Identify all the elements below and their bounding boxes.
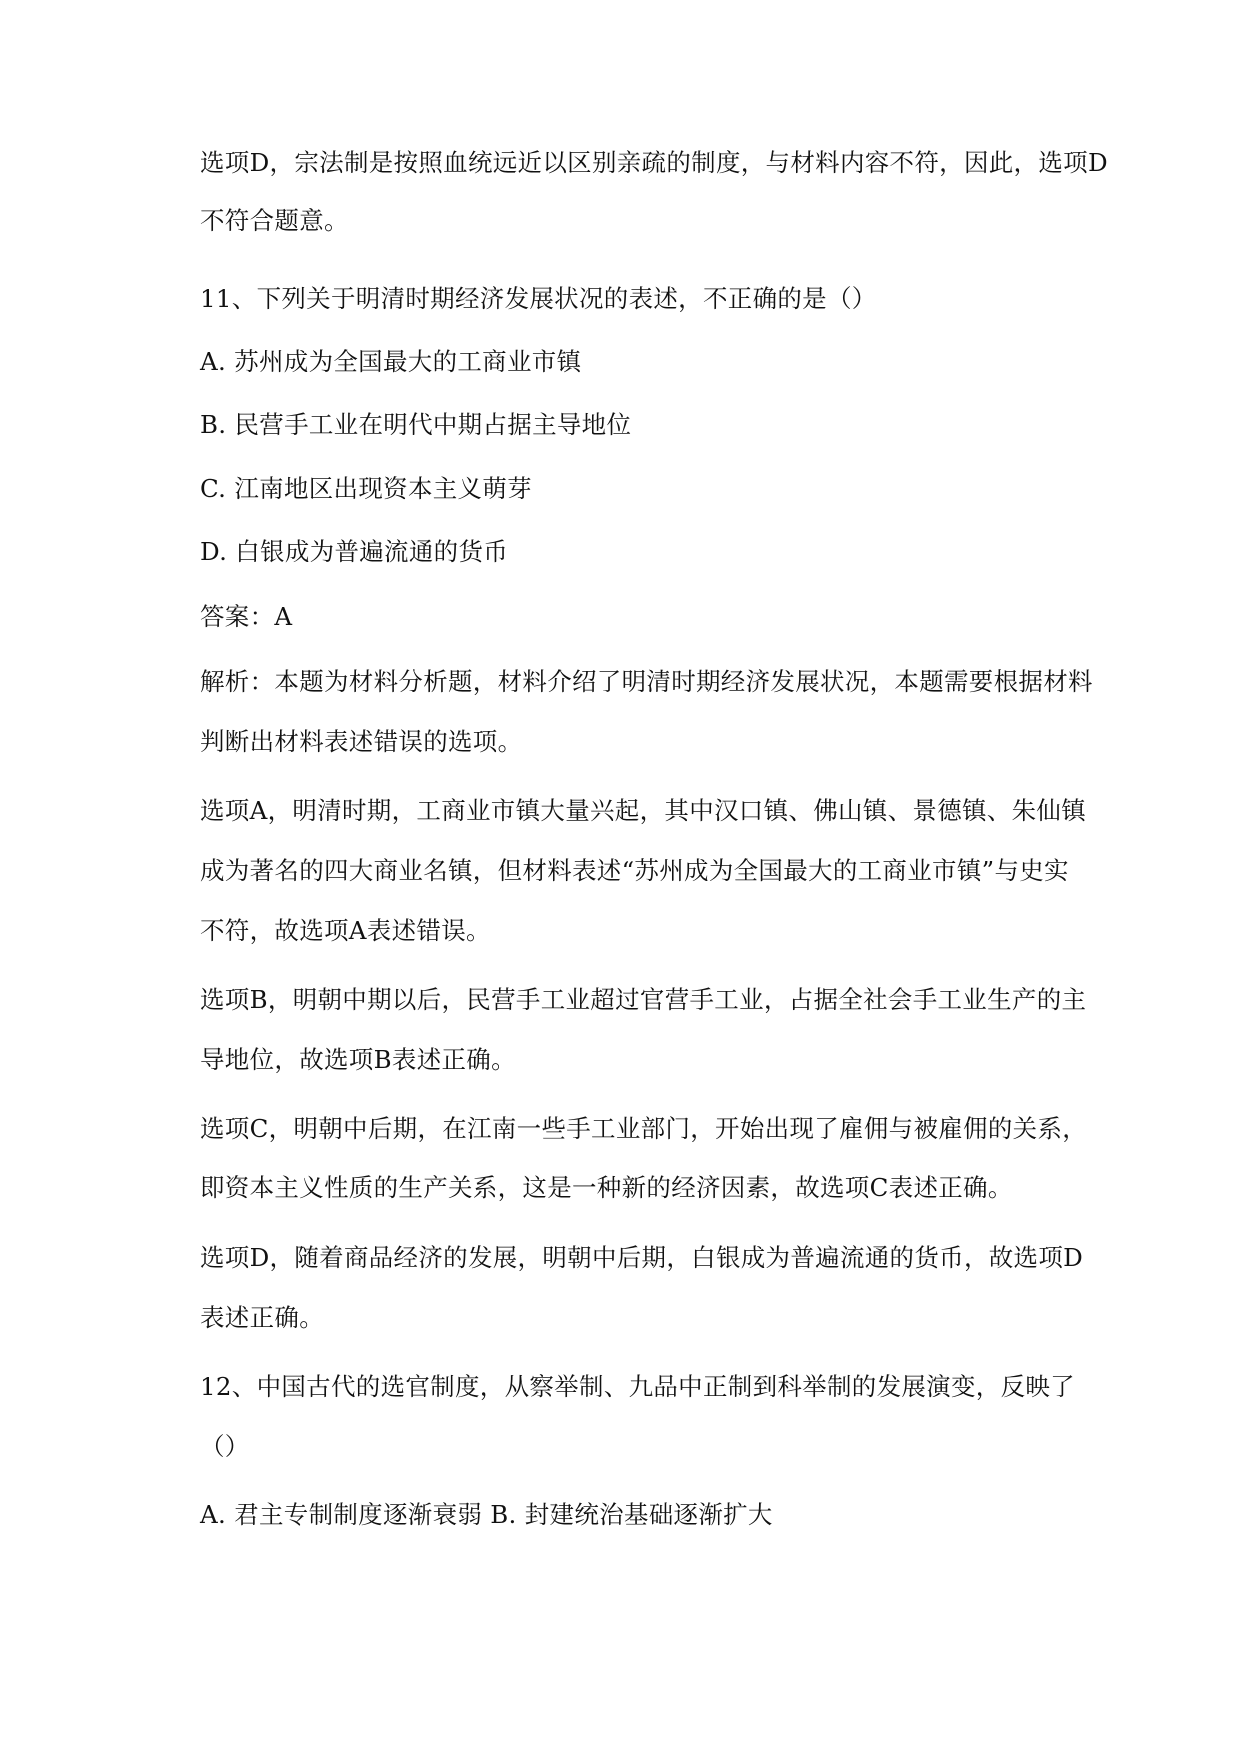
analysis-line: 选项D，随着商品经济的发展，明朝中后期，白银成为普遍流通的货币，故选项D bbox=[200, 1243, 1084, 1272]
option-a: A. 苏州成为全国最大的工商业市镇 bbox=[200, 347, 582, 376]
analysis-line: 不符，故选项A表述错误。 bbox=[200, 916, 491, 945]
analysis-line: 选项A，明清时期，工商业市镇大量兴起，其中汉口镇、佛山镇、景德镇、朱仙镇 bbox=[200, 796, 1086, 825]
question-12: 12、中国古代的选官制度，从察举制、九品中正制到科举制的发展演变，反映了 bbox=[200, 1372, 1075, 1401]
text-line: 不符合题意。 bbox=[200, 206, 349, 235]
option-c: C. 江南地区出现资本主义萌芽 bbox=[200, 474, 532, 503]
analysis-line: 即资本主义性质的生产关系，这是一种新的经济因素，故选项C表述正确。 bbox=[200, 1173, 1013, 1202]
option-d: D. 白银成为普遍流通的货币 bbox=[200, 537, 509, 566]
analysis-line: 选项C，明朝中后期，在江南一些手工业部门，开始出现了雇佣与被雇佣的关系， bbox=[200, 1114, 1088, 1143]
option-b: B. 民营手工业在明代中期占据主导地位 bbox=[200, 410, 632, 439]
analysis-line: 判断出材料表述错误的选项。 bbox=[200, 727, 523, 756]
analysis-line: 解析：本题为材料分析题，材料介绍了明清时期经济发展状况，本题需要根据材料 bbox=[200, 667, 1093, 696]
question-11: 11、下列关于明清时期经济发展状况的表述，不正确的是（） bbox=[200, 284, 877, 313]
text-line: 选项D，宗法制是按照血统远近以区别亲疏的制度，与材料内容不符，因此，选项D bbox=[200, 148, 1108, 177]
question-12-blank: （） bbox=[200, 1432, 250, 1461]
analysis-line: 表述正确。 bbox=[200, 1303, 324, 1332]
analysis-line: 导地位，故选项B表述正确。 bbox=[200, 1045, 516, 1074]
analysis-line: 选项B，明朝中期以后，民营手工业超过官营手工业，占据全社会手工业生产的主 bbox=[200, 985, 1087, 1014]
options-a-b: A. 君主专制制度逐渐衰弱 B. 封建统治基础逐渐扩大 bbox=[200, 1500, 773, 1529]
answer: 答案：A bbox=[200, 602, 293, 631]
analysis-line: 成为著名的四大商业名镇，但材料表述“苏州成为全国最大的工商业市镇”与史实 bbox=[200, 856, 1069, 885]
